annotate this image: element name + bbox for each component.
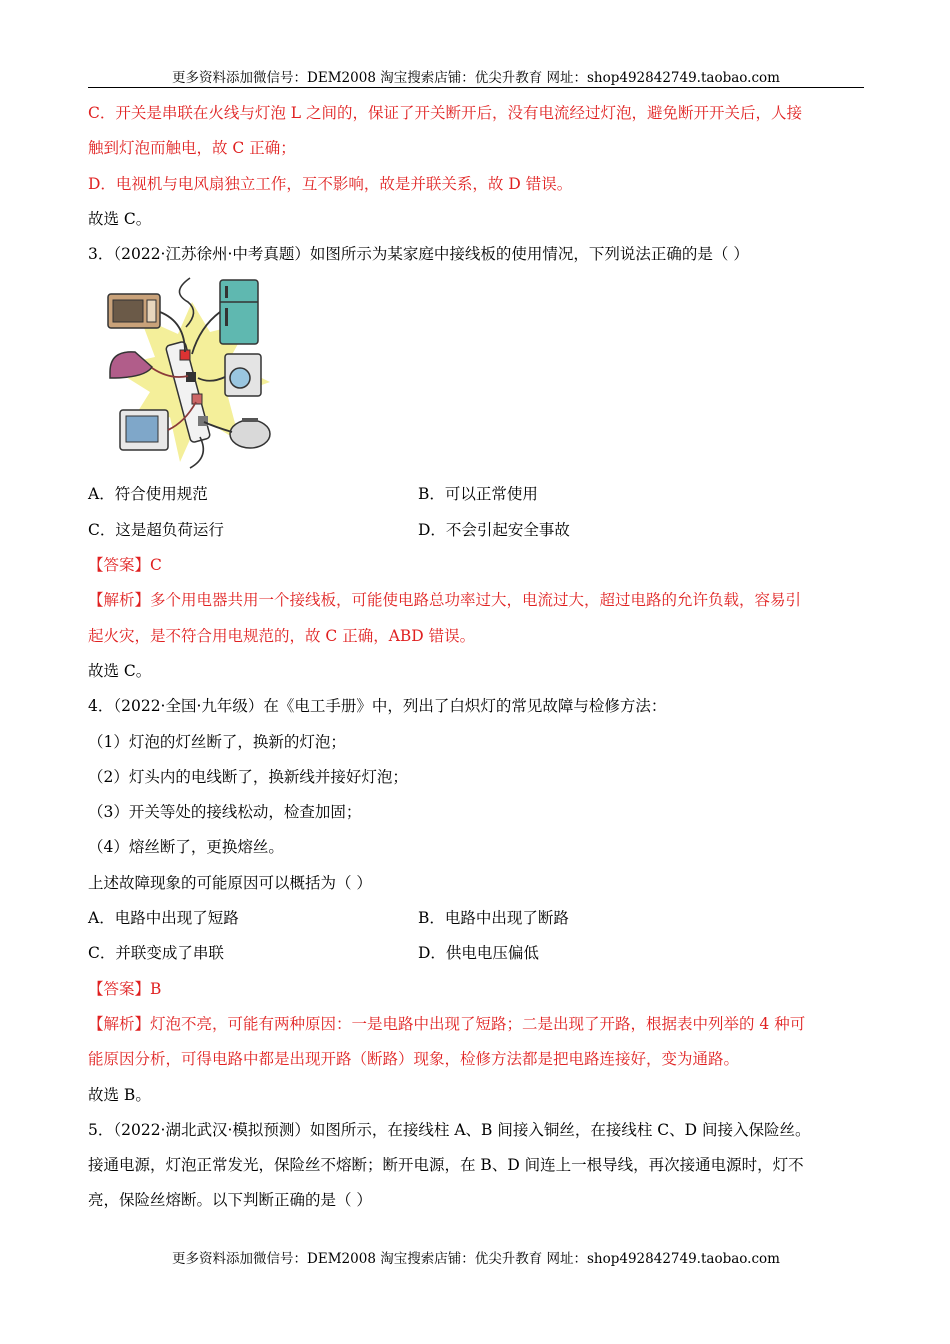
- q4-option-a: A．电路中出现了短路: [88, 909, 239, 928]
- cooker-icon: [230, 420, 270, 448]
- q2-option-d-explanation: D．电视机与电风扇独立工作，互不影响，故是并联关系，故 D 错误。: [88, 174, 573, 193]
- q5-stem-line2: 接通电源，灯泡正常发光，保险丝不熔断；断开电源，在 B、D 间连上一根导线，再次接通电源时，灯不: [88, 1156, 804, 1175]
- page-header: 更多资料添加微信号：DEM2008 淘宝搜索店铺：优尖升教育 网址：shop492842749.taobao.com: [172, 70, 780, 86]
- q3-analysis-line1: 【解析】多个用电器共用一个接线板，可能使电路总功率过大，电流过大，超过电路的允许负载，容易引: [88, 591, 802, 610]
- q2-choice: 故选 C。: [88, 209, 152, 228]
- q2-option-c-line1: C．开关是串联在火线与灯泡 L 之间的，保证了开关断开后，没有电流经过灯泡，避免断开开关后，人接: [88, 104, 803, 122]
- q3-choice: 故选 C。: [88, 661, 152, 680]
- q4-options-row-1: [88, 901, 864, 936]
- q4-answer: 【答案】B: [88, 979, 162, 998]
- q4-option-d: D．供电电压偏低: [418, 944, 539, 963]
- q3-options-row-1: [88, 477, 864, 512]
- q3-option-c: C．这是超负荷运行: [88, 520, 224, 539]
- q3-stem: 3．（2022·江苏徐州·中考真题）如图所示为某家庭中接线板的使用情况，下列说法正确的是（ ）: [88, 245, 749, 264]
- q3-answer: 【答案】C: [88, 556, 162, 575]
- q3-option-a: A．符合使用规范: [88, 485, 208, 504]
- q4-options-row-2: [88, 936, 864, 971]
- q5-stem-line3: 亮，保险丝熔断。以下判断正确的是（ ）: [88, 1191, 372, 1210]
- q4-item: （4）熔丝断了，更换熔丝。: [88, 838, 284, 857]
- q3-analysis-line2: 起火灾，是不符合用电规范的，故 C 正确，ABD 错误。: [88, 626, 476, 645]
- q4-option-c: C．并联变成了串联: [88, 944, 224, 963]
- q4-analysis-line2: 能原因分析，可得电路中都是出现开路（断路）现象，检修方法都是把电路连接好，变为通路。: [88, 1050, 740, 1069]
- q4-item: （3）开关等处的接线松动，检查加固；: [88, 803, 362, 822]
- q3-option-d: D．不会引起安全事故: [418, 520, 570, 539]
- q2-option-c-line2: 触到灯泡而触电，故 C 正确；: [88, 139, 296, 158]
- page-footer: 更多资料添加微信号：DEM2008 淘宝搜索店铺：优尖升教育 网址：shop492842749.taobao.com: [172, 1251, 780, 1267]
- q4-stem: 4．（2022·全国·九年级）在《电工手册》中，列出了白炽灯的常见故障与检修方法：: [88, 697, 667, 716]
- q3-figure: [88, 272, 864, 477]
- q4-analysis-line1: 【解析】灯泡不亮，可能有两种原因：一是电路中出现了短路；二是出现了开路，根据表中列举的 4 种可: [88, 1014, 806, 1033]
- overloaded-power-strip-illustration: [100, 272, 285, 472]
- q4-choice: 故选 B。: [88, 1085, 151, 1104]
- q4-item: （1）灯泡的灯丝断了，换新的灯泡；: [88, 732, 346, 751]
- header-divider: [88, 87, 864, 88]
- q3-options-row-2: [88, 513, 864, 548]
- q4-item: （2）灯头内的电线断了，换新线并接好灯泡；: [88, 767, 408, 786]
- page-content: [88, 96, 864, 1219]
- q4-question: 上述故障现象的可能原因可以概括为（ ）: [88, 873, 372, 892]
- q3-option-b: B．可以正常使用: [418, 485, 538, 504]
- q4-option-b: B．电路中出现了断路: [418, 909, 569, 928]
- q5-stem-line1: 5．（2022·湖北武汉·模拟预测）如图所示，在接线柱 A、B 间接入铜丝，在接线柱 C、D 间接入保险丝。: [88, 1120, 811, 1139]
